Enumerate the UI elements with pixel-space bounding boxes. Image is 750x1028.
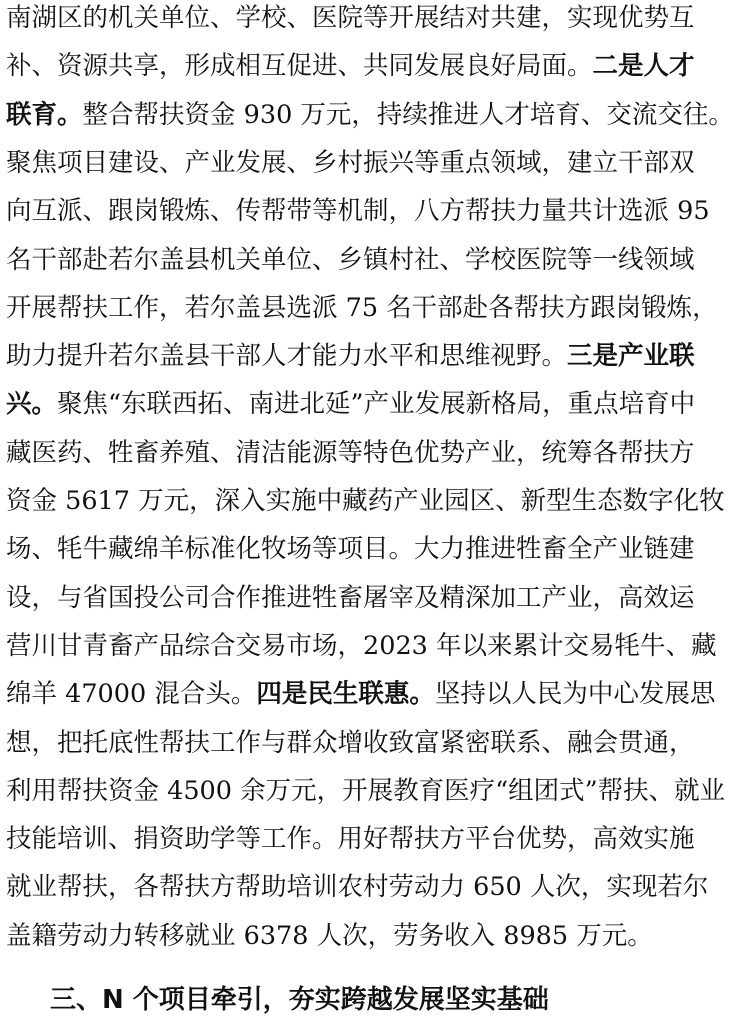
- text-run: 南湖区的机关单位、学校、医院等开展结对共建，实现优势互: [6, 3, 695, 33]
- bold-run: 三是产业联: [567, 341, 695, 372]
- text-run: 盖籍劳动力转移就业 6378 人次，劳务收入 8985 万元。: [6, 920, 653, 951]
- text-line: [6, 484, 725, 518]
- text-run: 藏医药、牲畜养殖、清洁能源等特色优势产业，统筹各帮扶方: [6, 437, 695, 468]
- text-line: [6, 146, 695, 180]
- text-run: 向互派、跟岗锻炼、传帮带等机制，八方帮扶力量共计选派 95: [6, 196, 710, 227]
- text-run: 补、资源共享，形成相互促进、共同发展良好局面。: [6, 51, 593, 82]
- text-line: [6, 243, 695, 277]
- text-line: [6, 49, 695, 83]
- bold-run: 二是人才: [592, 51, 695, 82]
- text-run: 营川甘青畜产品综合交易市场，2023 年以来累计交易牦牛、藏: [6, 630, 717, 661]
- text-line: [6, 822, 695, 856]
- text-run: 坚持以人民为中心发展思: [434, 679, 716, 710]
- text-line: [6, 581, 695, 615]
- text-run: 助力提升若尔盖县干部人才能力水平和思维视野。: [6, 341, 568, 372]
- text-line: [6, 1, 695, 35]
- text-line: [6, 870, 708, 904]
- text-line: [6, 339, 695, 373]
- text-run: 技能培训、捐资助学等工作。用好帮扶方平台优势，高效实施: [6, 824, 695, 855]
- text-run: 开展帮扶工作，若尔盖县选派 75 名干部赴各帮扶方跟岗锻炼，: [6, 292, 718, 323]
- text-line: [6, 532, 695, 566]
- text-run: 场、牦牛藏绵羊标准化牧场等项目。大力推进牲畜全产业链建: [6, 534, 695, 565]
- text-run: 名干部赴若尔盖县机关单位、乡镇村社、学校医院等一线领域: [6, 244, 695, 275]
- text-run: 利用帮扶资金 4500 余万元，开展教育医疗“组团式”帮扶、就业: [6, 775, 726, 806]
- text-run: 资金 5617 万元，深入实施中藏药产业园区、新型生态数字化牧: [6, 486, 725, 516]
- text-run: 绵羊 47000 混合头。: [6, 679, 257, 710]
- bold-run: 联育。: [6, 99, 83, 130]
- text-run: 整合帮扶资金 930 万元，持续推进人才培育、交流交往。: [82, 99, 734, 130]
- text-line: [6, 919, 653, 953]
- text-run: 设，与省国投公司合作推进牲畜屠宰及精深加工产业，高效运: [6, 582, 695, 613]
- bold-run: 四是民生联惠。: [256, 679, 435, 710]
- text-line: [6, 726, 695, 760]
- bold-run: 兴。: [6, 389, 58, 420]
- text-line: [6, 194, 710, 228]
- text-line: [6, 774, 725, 808]
- text-run: 聚焦“东联西拓、南进北延”产业发展新格局，重点培育中: [57, 389, 696, 420]
- text-line: [6, 436, 695, 470]
- text-run: 聚焦项目建设、产业发展、乡村振兴等重点领域，建立干部双: [6, 147, 695, 178]
- text-run: 想，把托底性帮扶工作与群众增收致富紧密联系、融会贯通，: [6, 727, 695, 758]
- section-heading: 三、N 个项目牵引，夯实跨越发展坚实基础: [50, 985, 549, 1015]
- text-run: 就业帮扶，各帮扶方帮助培训农村劳动力 650 人次，实现若尔: [6, 872, 709, 903]
- text-line: [6, 387, 695, 421]
- text-line: [6, 291, 718, 325]
- text-line: [6, 629, 717, 663]
- text-line: [6, 677, 715, 711]
- text-line: [6, 98, 734, 132]
